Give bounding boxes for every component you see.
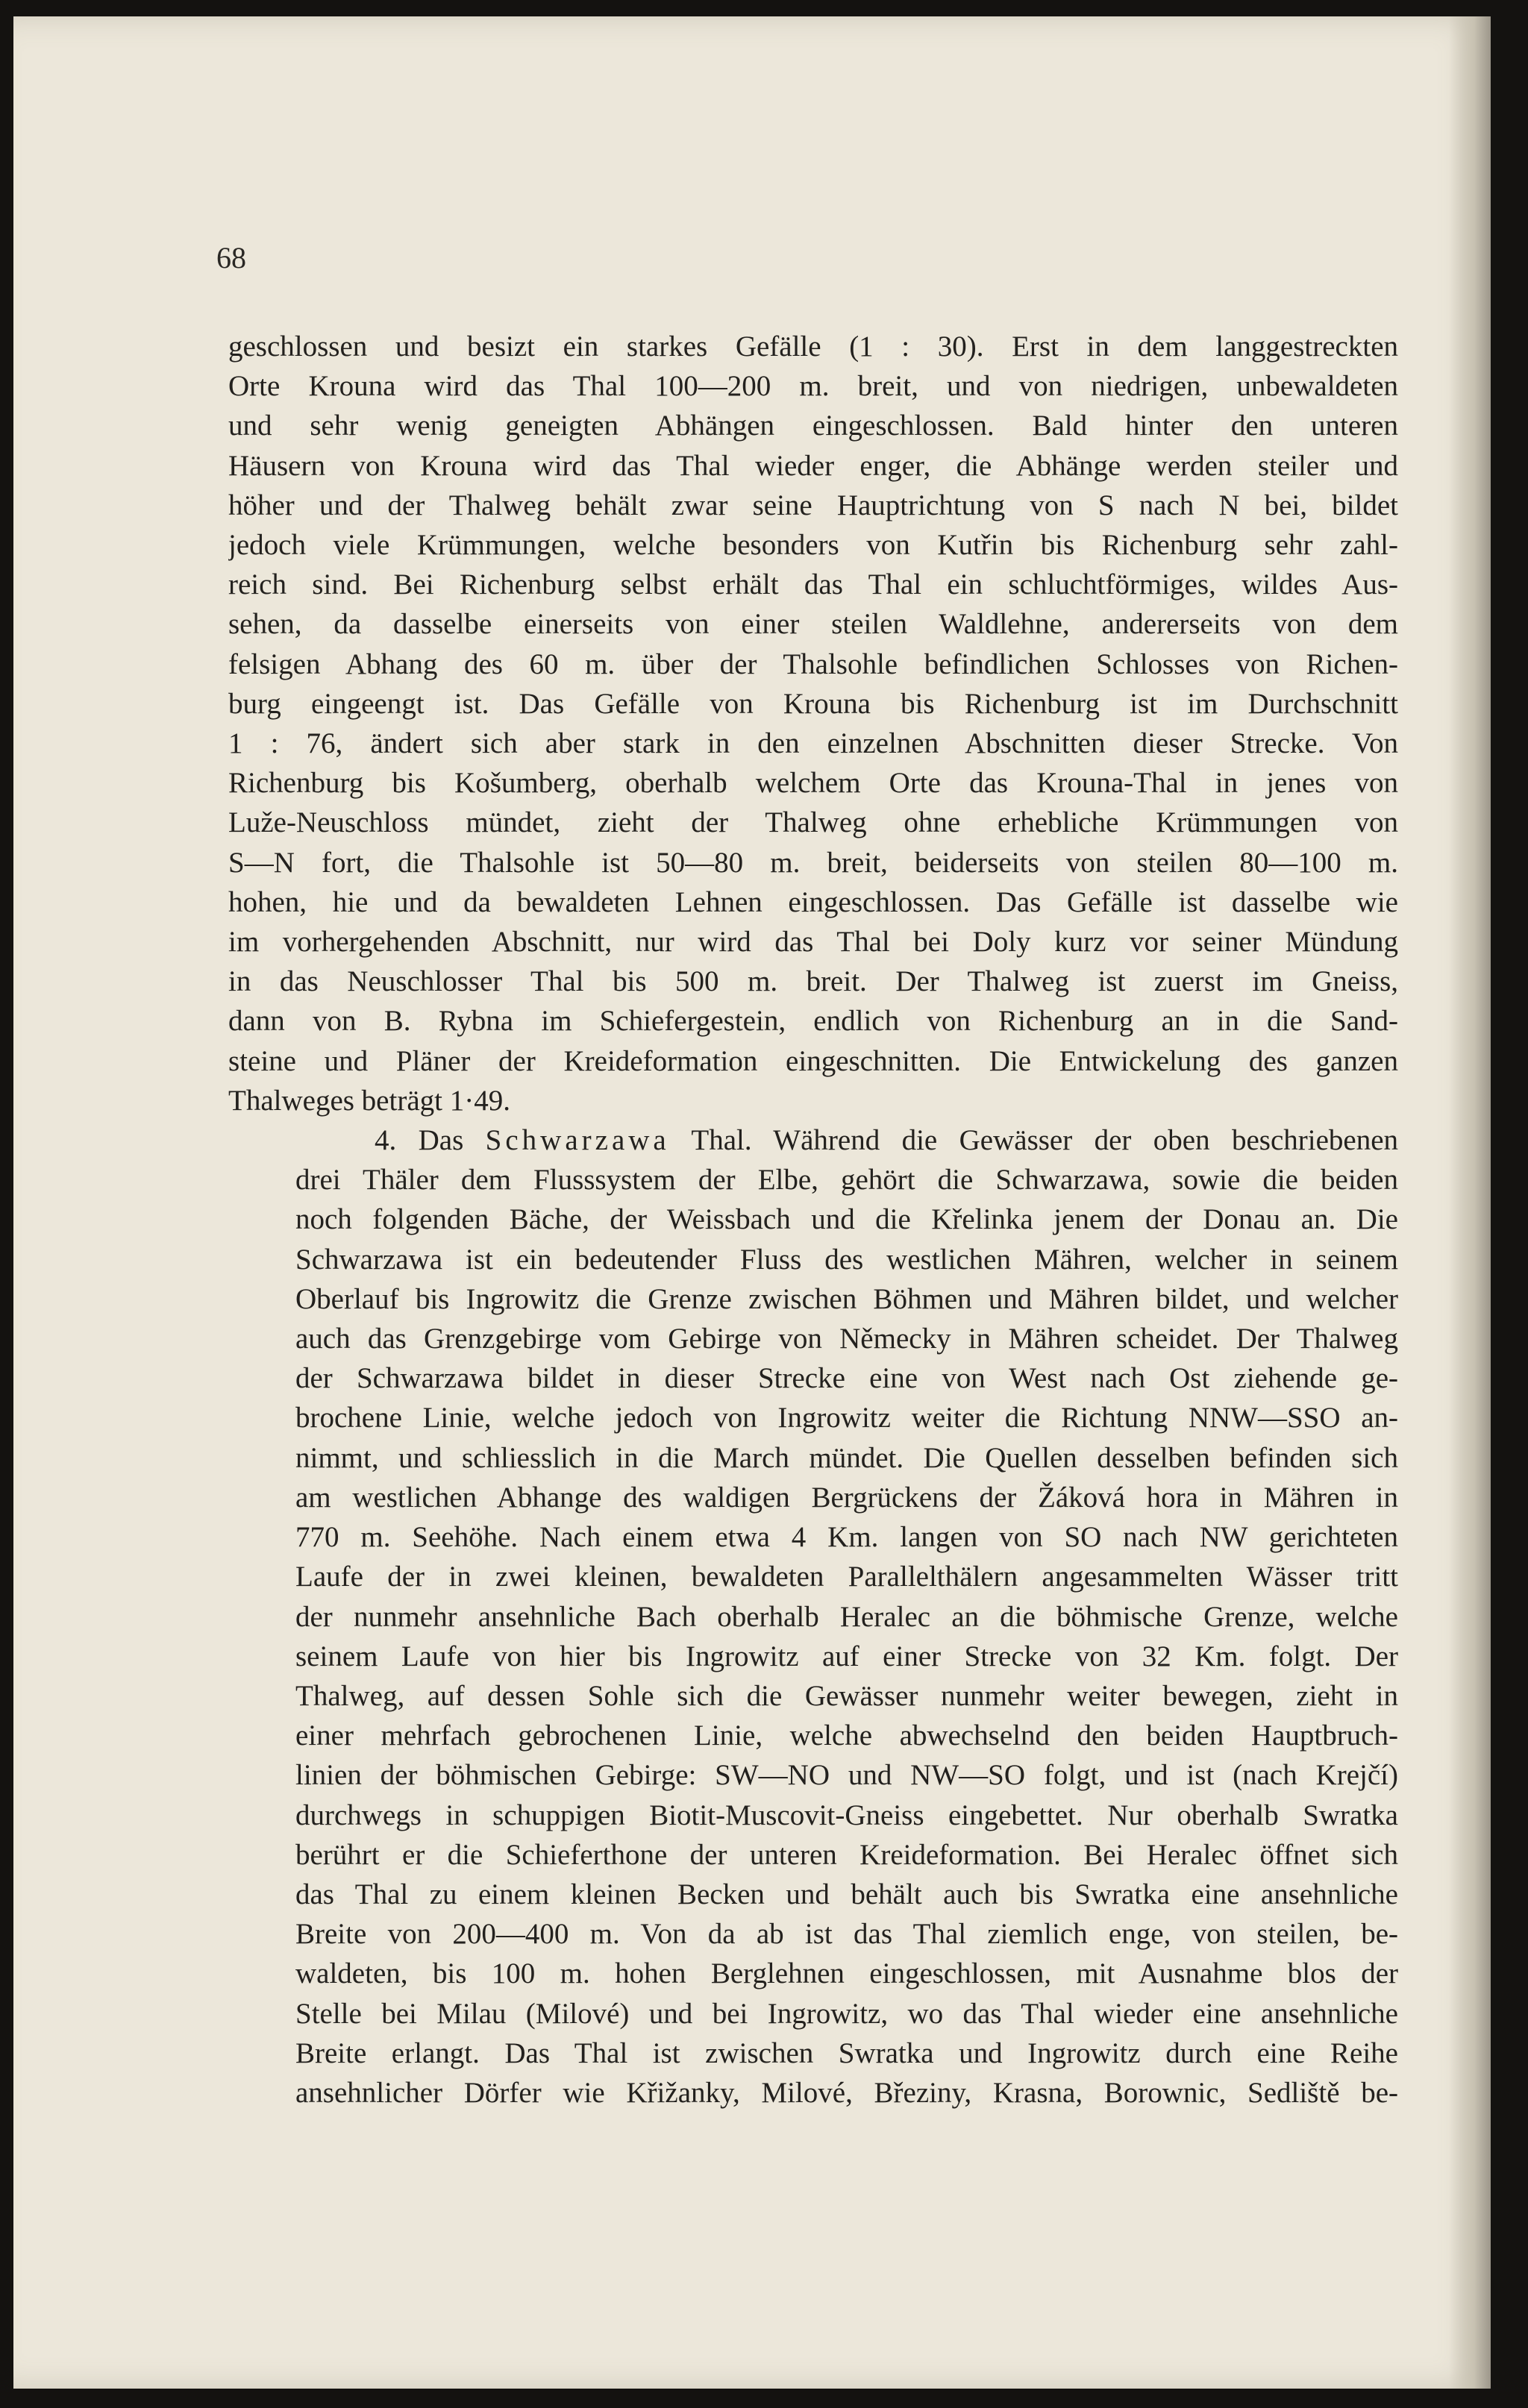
paragraph-schwarzawa-valley — [228, 1120, 1398, 2113]
text-line: in das Neuschlosser Thal bis 500 m. breit. Der Thalweg ist zuerst im Gneiss, — [228, 965, 1398, 998]
text-line: Stelle bei Milau (Milové) und bei Ingrowitz, wo das Thal wieder eine ansehnliche — [295, 1997, 1398, 2030]
text-line: höher und der Thalweg behält zwar seine Hauptrichtung von S nach N bei, bildet — [228, 489, 1398, 521]
text-line: am westlichen Abhange des waldigen Bergrückens der Žáková hora in Mähren in — [295, 1481, 1398, 1514]
text-line: einer mehrfach gebrochenen Linie, welche abwechselnd den beiden Hauptbruch- — [295, 1719, 1398, 1752]
text-line: und sehr wenig geneigten Abhängen eingeschlossen. Bald hinter den unteren — [228, 410, 1398, 442]
text-line: das Thal zu einem kleinen Becken und behält auch bis Swratka eine ansehnliche — [295, 1878, 1398, 1910]
page-gutter-shadow — [1449, 16, 1491, 2389]
text-line: Orte Krouna wird das Thal 100—200 m. breit, und von niedrigen, unbewaldeten — [228, 370, 1398, 403]
book-page — [13, 16, 1491, 2389]
text-line: ansehnlicher Dörfer wie Křižanky, Milové, Březiny, Krasna, Borownic, Sedliště be- — [295, 2076, 1398, 2109]
text-line: burg eingeengt ist. Das Gefälle von Krouna bis Richenburg ist im Durchschnitt — [228, 687, 1398, 720]
text-line: Oberlauf bis Ingrowitz die Grenze zwischen Böhmen und Mähren bildet, und welcher — [295, 1282, 1398, 1315]
text-line: reich sind. Bei Richenburg selbst erhält das Thal ein schluchtförmiges, wildes Aus- — [228, 568, 1398, 601]
text-line: brochene Linie, welche jedoch von Ingrowitz weiter die Richtung NNW—SSO an- — [295, 1402, 1398, 1435]
text-line: linien der böhmischen Gebirge: SW—NO und NW—SO folgt, und ist (nach Krejčí) — [295, 1759, 1398, 1792]
text-line: Luže-Neuschloss mündet, zieht der Thalweg ohne erhebliche Krümmungen von — [228, 806, 1398, 839]
body-text — [228, 327, 1398, 2113]
text-line: der nunmehr ansehnliche Bach oberhalb Heralec an die böhmische Grenze, welche — [295, 1600, 1398, 1633]
text-line: S—N fort, die Thalsohle ist 50—80 m. breit, beiderseits von steilen 80—100 m. — [228, 846, 1398, 879]
text-line: geschlossen und besizt ein starkes Gefälle (1 : 30). Erst in dem langgestreckten — [228, 330, 1398, 363]
section-heading-river: Schwarzawa — [485, 1124, 670, 1157]
text-line: Thalweges beträgt 1·49. — [228, 1084, 510, 1117]
text-line: noch folgenden Bäche, der Weissbach und die Křelinka jenem der Donau an. Die — [295, 1203, 1398, 1236]
text-line: 770 m. Seehöhe. Nach einem etwa 4 Km. langen von SO nach NW gerichteten — [295, 1521, 1398, 1554]
text-line: Richenburg bis Košumberg, oberhalb welchem Orte das Krouna-Thal in jenes von — [228, 767, 1398, 800]
text-line: nimmt, und schliesslich in die March mündet. Die Quellen desselben befinden sich — [295, 1441, 1398, 1474]
text-line: hohen, hie und da bewaldeten Lehnen eingeschlossen. Das Gefälle ist dasselbe wie — [228, 885, 1398, 918]
text-line: steine und Pläner der Kreideformation eingeschnitten. Die Entwickelung des ganzen — [228, 1044, 1398, 1077]
text-line: auch das Grenzgebirge vom Gebirge von Německy in Mähren scheidet. Der Thalweg — [295, 1323, 1398, 1355]
text-line: seinem Laufe von hier bis Ingrowitz auf einer Strecke von 32 Km. folgt. Der — [295, 1640, 1398, 1672]
section-heading-prefix: 4. Das — [375, 1124, 464, 1157]
page-number: 68 — [216, 241, 246, 275]
text-line-continuation: Thal. Während die Gewässer der oben beschriebenen — [669, 1124, 1398, 1157]
text-line: waldeten, bis 100 m. hohen Berglehnen eingeschlossen, mit Ausnahme blos der — [295, 1957, 1398, 1990]
text-line: der Schwarzawa bildet in dieser Strecke eine von West nach Ost ziehende ge- — [295, 1362, 1398, 1395]
text-line: Laufe der in zwei kleinen, bewaldeten Parallelthälern angesammelten Wässer tritt — [295, 1561, 1398, 1593]
text-line: Breite erlangt. Das Thal ist zwischen Swratka und Ingrowitz durch eine Reihe — [295, 2037, 1398, 2069]
text-line: berührt er die Schieferthone der unteren Kreideformation. Bei Heralec öffnet sich — [295, 1838, 1398, 1871]
text-line: 1 : 76, ändert sich aber stark in den einzelnen Abschnitten dieser Strecke. Von — [228, 727, 1398, 760]
text-line: Häusern von Krouna wird das Thal wieder enger, die Abhänge werden steiler und — [228, 449, 1398, 482]
section-heading-line — [228, 1120, 1398, 1160]
text-line: Thalweg, auf dessen Sohle sich die Gewässer nunmehr weiter bewegen, zieht in — [295, 1679, 1398, 1712]
text-line: durchwegs in schuppigen Biotit-Muscovit-Gneiss eingebettet. Nur oberhalb Swratka — [295, 1799, 1398, 1831]
text-line: felsigen Abhang des 60 m. über der Thalsohle befindlichen Schlosses von Richen- — [228, 648, 1398, 680]
text-line: jedoch viele Krümmungen, welche besonders von Kutřin bis Richenburg sehr zahl- — [228, 529, 1398, 562]
text-line: im vorhergehenden Abschnitt, nur wird das Thal bei Doly kurz vor seiner Mündung — [228, 926, 1398, 959]
text-line: sehen, da dasselbe einerseits von einer steilen Waldlehne, andererseits von dem — [228, 608, 1398, 641]
text-line: Breite von 200—400 m. Von da ab ist das Thal ziemlich enge, von steilen, be- — [295, 1918, 1398, 1951]
text-line: dann von B. Rybna im Schiefergestein, endlich von Richenburg an in die Sand- — [228, 1005, 1398, 1038]
text-line: drei Thäler dem Flusssystem der Elbe, gehört die Schwarzawa, sowie die beiden — [295, 1164, 1398, 1197]
paragraph-krouna-valley — [228, 327, 1398, 1120]
text-line: Schwarzawa ist ein bedeutender Fluss des westlichen Mähren, welcher in seinem — [295, 1243, 1398, 1276]
